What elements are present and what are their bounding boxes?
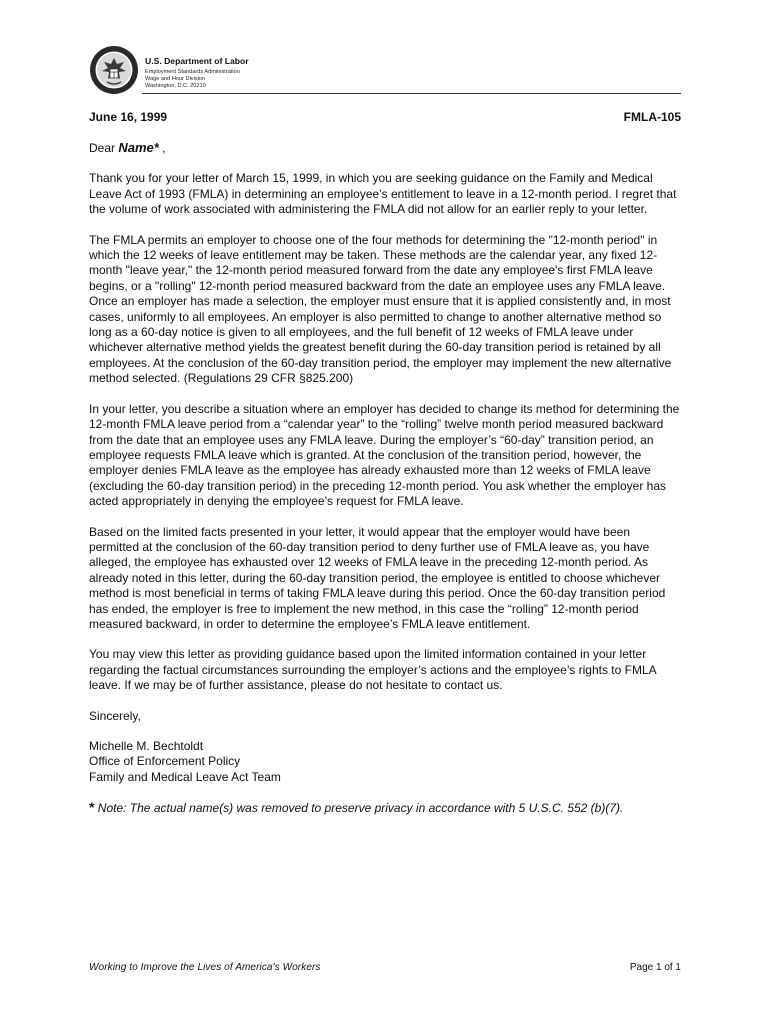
salutation-prefix: Dear (89, 141, 116, 155)
note-text: Note: The actual name(s) was removed to preserve privacy in accordance with 5 U.S.C. 552 (b)(7). (94, 801, 624, 816)
agency-line: Employment Standards Administration (145, 68, 240, 75)
signer-office: Office of Enforcement Policy (89, 754, 241, 769)
address-line: Washington, D.C. 20210 (145, 82, 206, 89)
paragraph-intro: Thank you for your letter of March 15, 1999, in which you are seeking guidance on the Family and Medical Leave Act of 1993 (FMLA) in determining an employee’s entitlement to leave in a 12-month period. I regret that the volume of work associated with administering the FMLA did not allow for an earlier reply to your letter. (89, 171, 677, 217)
letterhead-divider (142, 93, 681, 94)
letter-date: June 16, 1999 (89, 110, 168, 124)
signer-team: Family and Medical Leave Act Team (89, 769, 281, 784)
closing: Sincerely, (89, 708, 141, 723)
paragraph-analysis: Based on the limited facts presented in your letter, it would appear that the employer would have been permitted at the conclusion of the 60-day transition period to deny further use of FMLA leave as, you have alleged, the employee has exhausted over 12 weeks of FMLA leave in the preceding 12-month period. As already noted in this letter, during the 60-day transition period, the employee is entitled to choose whichever method is most beneficial in terms of taking FMLA leave during this period. Once the 60-day transition period has ended, the employer is free to implement the new method, in this case the “rolling” 12-month period measured backward, in order to determine the employee’s FMLA leave entitlement. (89, 524, 666, 631)
letter-body (89, 140, 683, 817)
paragraph-methods: The FMLA permits an employer to choose one of the four methods for determining the "12-month period" in which the 12 weeks of leave entitlement may be taken. These methods are the calendar year, any fixed 12-month "leave year," the 12-month period measured forward from the date any employee's first FMLA leave begins, or a "rolling" 12-month period measured backward from the date an employee uses any FMLA leave. Once an employer has made a selection, the employer must ensure that it is applied consistently and, in most cases, uniformly to all employees. An employer is also permitted to change to another alternative method so long as a 60-day notice is given to all employees, and the full benefit of 12 weeks of FMLA leave under whichever alternative method yields the greatest benefit during the 60-day transition period is retained by all employees. At the conclusion of the 60-day transition period, the employer may implement the new alternative method selected. (Regulations 29 CFR §825.200) (89, 232, 672, 386)
recipient-name: Name* (118, 140, 159, 155)
note-marker: * (89, 799, 95, 816)
paragraph-situation: In your letter, you describe a situation where an employer has decided to change its method for determining the 12-month FMLA leave period from a “calendar year” to the “rolling” twelve month period measured backward from the date that an employee uses any FMLA leave. During the employer’s “60-day” transition period, an employee requests FMLA leave which is granted. At the conclusion of the transition period, however, the employer denies FMLA leave as the employee has already exhausted more than 12 weeks of FMLA leave (excluding the 60-day transition period) in the preceding 12-month period. You ask whether the employer has acted appropriately in denying the employee’s request for FMLA leave. (89, 401, 680, 509)
date-line (89, 110, 681, 124)
form-number: FMLA-105 (623, 110, 681, 124)
paragraph-conclusion: You may view this letter as providing guidance based upon the limited information contained in your letter regarding the factual circumstances surrounding the employer’s actions and the employee’s rights to FMLA leave. If we may be of further assistance, please do not hesitate to contact us. (89, 647, 656, 693)
salutation-suffix: , (162, 141, 166, 155)
signer-name: Michelle M. Bechtoldt (89, 739, 204, 753)
privacy-note (89, 800, 683, 816)
salutation (89, 140, 683, 156)
division-line: Wage and Hour Division (145, 75, 206, 82)
signature-block (89, 739, 683, 785)
page-number: Page 1 of 1 (629, 962, 681, 973)
department-name: U.S. Department of Labor (145, 56, 249, 66)
agency-block (145, 57, 249, 90)
department-of-labor-seal-icon (89, 45, 139, 95)
footer-motto: Working to Improve the Lives of America's Workers (89, 962, 321, 973)
